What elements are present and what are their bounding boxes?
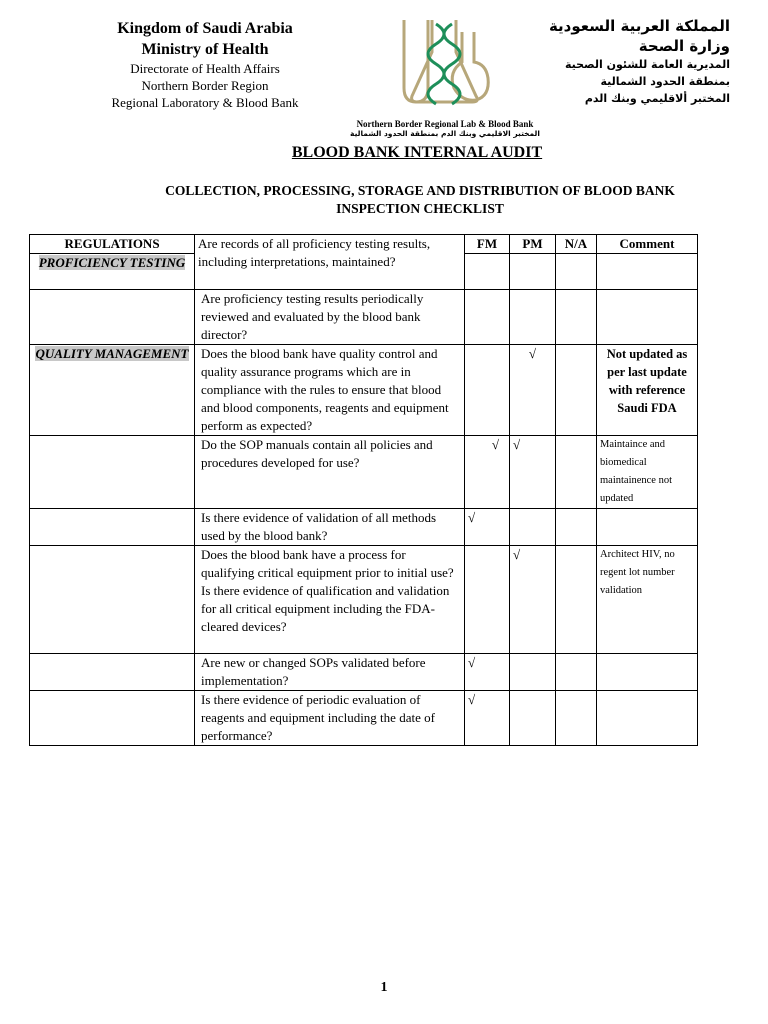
na-cell — [556, 509, 597, 546]
na-cell — [556, 691, 597, 746]
pm-cell — [510, 290, 556, 345]
page-subtitle — [90, 182, 750, 218]
question-cell: Are records of all proficiency testing results, including interpretations, maintained? — [195, 235, 465, 290]
pm-cell — [510, 509, 556, 546]
fm-cell — [465, 345, 510, 436]
page-number: 1 — [380, 980, 388, 995]
header-comment: Comment — [597, 235, 698, 254]
header-pm: PM — [510, 235, 556, 254]
table-header-row — [30, 235, 698, 254]
question-cell: Are new or changed SOPs validated before implementation? — [195, 654, 465, 691]
regulation-cell — [30, 691, 195, 746]
fm-cell: √ — [465, 436, 510, 509]
header-left-block — [60, 18, 350, 111]
pm-cell — [510, 254, 556, 290]
lab-name-ar: المختبر ألاقليمي وبنك الدم — [584, 92, 730, 105]
regulation-label: PROFICIENCY TESTING — [38, 255, 186, 270]
na-cell — [556, 290, 597, 345]
country-name-en: Kingdom of Saudi Arabia — [117, 20, 293, 37]
comment-cell — [597, 254, 698, 290]
na-cell — [556, 654, 597, 691]
lab-name-en: Regional Laboratory & Blood Bank — [111, 95, 299, 110]
comment-cell: Not updated as per last update with reference Saudi FDA — [597, 345, 698, 436]
page-title — [0, 144, 768, 162]
comment-cell: Architect HIV, no regent lot number validation — [597, 546, 698, 654]
fm-cell — [465, 254, 510, 290]
regulation-cell — [30, 345, 195, 436]
regulation-cell — [30, 436, 195, 509]
logo-caption — [320, 119, 570, 139]
comment-cell — [597, 654, 698, 691]
na-cell — [556, 345, 597, 436]
comment-cell — [597, 691, 698, 746]
region-name-ar: بمنطقة الحدود الشمالية — [600, 75, 730, 88]
fm-cell — [465, 546, 510, 654]
logo-caption-en: Northern Border Regional Lab & Blood Bank — [356, 119, 534, 129]
page-title-text: BLOOD BANK INTERNAL AUDIT — [291, 144, 543, 161]
table-row — [30, 509, 698, 546]
subtitle-line-2: INSPECTION CHECKLIST — [336, 201, 504, 216]
table-row — [30, 436, 698, 509]
directorate-name-en: Directorate of Health Affairs — [130, 61, 280, 76]
directorate-name-ar: المديرية العامة للشئون الصحية — [564, 58, 730, 71]
table-row — [30, 290, 698, 345]
fm-cell: √ — [465, 691, 510, 746]
regulation-cell — [30, 290, 195, 345]
question-cell: Is there evidence of validation of all methods used by the blood bank? — [195, 509, 465, 546]
region-name-en: Northern Border Region — [141, 78, 269, 93]
pm-cell — [510, 691, 556, 746]
comment-cell — [597, 509, 698, 546]
fm-cell: √ — [465, 509, 510, 546]
question-cell: Do the SOP manuals contain all policies and procedures developed for use? — [195, 436, 465, 509]
pm-cell: √ — [510, 345, 556, 436]
question-cell: Are proficiency testing results periodically reviewed and evaluated by the blood bank director? — [195, 290, 465, 345]
comment-cell — [597, 290, 698, 345]
header-regulations: REGULATIONS — [30, 235, 195, 254]
header-right-block — [540, 16, 730, 107]
question-cell: Does the blood bank have quality control and quality assurance programs which are in compliance with the rules to ensure that blood and blood components, reagents and equipment perform as expected? — [195, 345, 465, 436]
pm-cell: √ — [510, 546, 556, 654]
table-row — [30, 654, 698, 691]
na-cell — [556, 546, 597, 654]
audit-checklist-table — [29, 234, 698, 746]
logo-caption-ar: المختبر الاقليمي وبنك الدم بمنطقة الحدود الشمالية — [350, 129, 540, 138]
comment-cell: Maintaince and biomedical maintainence not updated — [597, 436, 698, 509]
na-cell — [556, 254, 597, 290]
table-row — [30, 546, 698, 654]
regulation-cell — [30, 654, 195, 691]
regulation-cell — [30, 254, 195, 290]
question-cell: Does the blood bank have a process for qualifying critical equipment prior to initial use? Is there evidence of qualification and validation for all critical equipment including the FDA-cleared devices? — [195, 546, 465, 654]
pm-cell: √ — [510, 436, 556, 509]
pm-cell — [510, 654, 556, 691]
regulation-label: QUALITY MANAGEMENT — [35, 346, 189, 361]
header-fm: FM — [465, 235, 510, 254]
ministry-name-ar: وزارة الصحة — [638, 37, 730, 55]
ministry-name-en: Ministry of Health — [141, 41, 269, 58]
fm-cell — [465, 290, 510, 345]
lab-logo-icon — [398, 16, 492, 106]
na-cell — [556, 436, 597, 509]
country-name-ar: المملكة العربية السعودية — [548, 17, 730, 35]
regulation-cell — [30, 509, 195, 546]
regulation-cell — [30, 546, 195, 654]
table-row — [30, 345, 698, 436]
subtitle-line-1: COLLECTION, PROCESSING, STORAGE AND DISTRIBUTION OF BLOOD BANK — [165, 183, 675, 198]
table-row — [30, 691, 698, 746]
header-na: N/A — [556, 235, 597, 254]
question-cell: Is there evidence of periodic evaluation of reagents and equipment including the date of performance? — [195, 691, 465, 746]
fm-cell: √ — [465, 654, 510, 691]
